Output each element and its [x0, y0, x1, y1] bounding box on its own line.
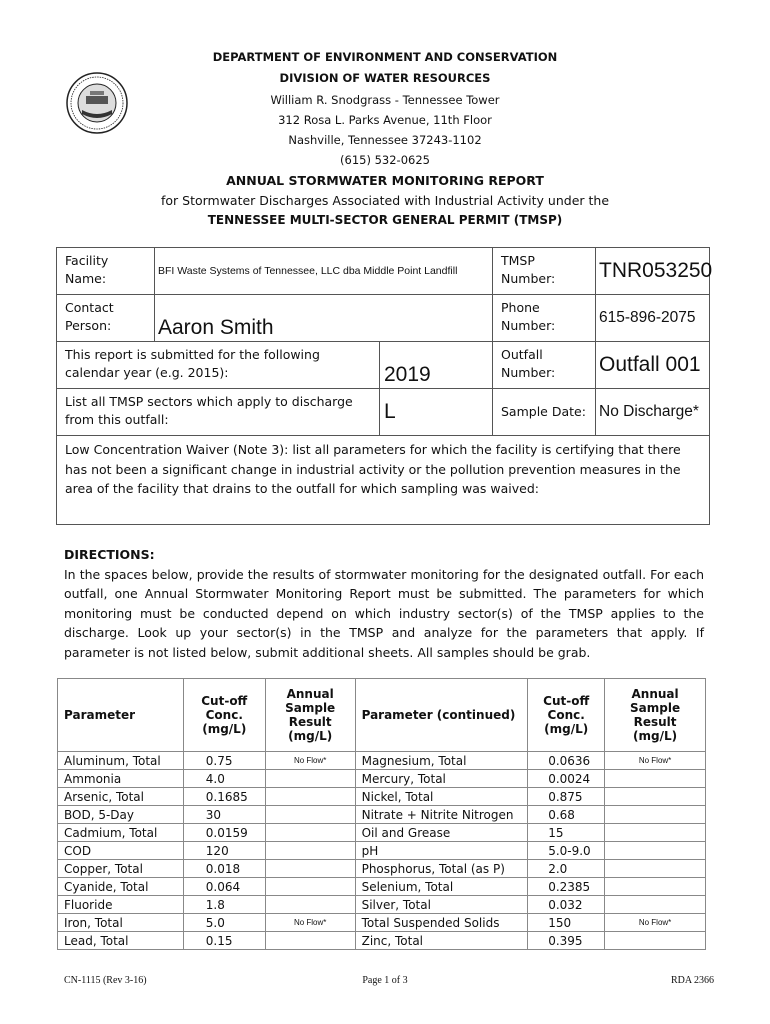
rda-number: RDA 2366 — [670, 975, 714, 986]
facility-name-label: Facility Name: — [56, 247, 155, 295]
table-row — [58, 878, 706, 896]
cell-param: Iron, Total — [58, 914, 184, 932]
cell-cutoff-cont: 150 — [528, 914, 605, 932]
phone-number-field[interactable] — [595, 294, 710, 342]
sample-date-field[interactable] — [595, 388, 710, 436]
col-header-parameter: Parameter — [58, 679, 184, 752]
table-row — [58, 896, 706, 914]
cell-param: Ammonia — [58, 770, 184, 788]
cell-param: Copper, Total — [58, 860, 184, 878]
address-line-3: Nashville, Tennessee 37243-1102 — [288, 133, 482, 147]
cell-cutoff: 0.75 — [183, 752, 265, 770]
col-header-cutoff-continued: Cut-off Conc. (mg/L) — [528, 679, 605, 752]
col-header-cutoff: Cut-off Conc. (mg/L) — [183, 679, 265, 752]
sample-date-label: Sample Date: — [492, 388, 596, 436]
waiver-text: Low Concentration Waiver (Note 3): list all parameters for which the facility is certifying that there has not been a significant change in industrial activity or the pollution prevention measures in the area of the facility that drains to the outfall for which sampling was waived: — [65, 442, 681, 496]
cell-param: Lead, Total — [58, 932, 184, 950]
directions-section — [64, 545, 704, 662]
cell-result-cont[interactable] — [605, 806, 706, 824]
calendar-year-field[interactable] — [379, 341, 493, 389]
contact-person-value: Aaron Smith — [158, 316, 274, 339]
department-heading: DEPARTMENT OF ENVIRONMENT AND CONSERVATION — [212, 50, 558, 64]
cell-param-cont: Nitrate + Nitrite Nitrogen — [355, 806, 528, 824]
cell-result-cont[interactable] — [605, 770, 706, 788]
cell-param-cont: Total Suspended Solids — [355, 914, 528, 932]
col-header-parameter-continued: Parameter (continued) — [355, 679, 528, 752]
cell-param: Cyanide, Total — [58, 878, 184, 896]
table-row — [58, 806, 706, 824]
tmsp-number-label: TMSP Number: — [492, 247, 596, 295]
cell-param-cont: Magnesium, Total — [355, 752, 528, 770]
sample-date-value: No Discharge* — [599, 403, 699, 420]
cell-result-cont[interactable] — [605, 842, 706, 860]
cell-cutoff: 5.0 — [183, 914, 265, 932]
cell-param: Cadmium, Total — [58, 824, 184, 842]
cell-cutoff-cont: 0.2385 — [528, 878, 605, 896]
table-row — [58, 914, 706, 932]
table-row — [58, 752, 706, 770]
col-header-result: Annual Sample Result (mg/L) — [265, 679, 355, 752]
cell-param: BOD, 5-Day — [58, 806, 184, 824]
facility-name-field[interactable] — [154, 247, 493, 295]
cell-result[interactable] — [265, 788, 355, 806]
cell-result-cont[interactable] — [605, 932, 706, 950]
address-line-2: 312 Rosa L. Parks Avenue, 11th Floor — [278, 113, 492, 127]
phone-number-value: 615-896-2075 — [599, 309, 696, 326]
cell-result[interactable]: No Flow* — [265, 752, 355, 770]
table-header-row — [58, 679, 706, 752]
phone-number-label: Phone Number: — [492, 294, 596, 342]
cell-param-cont: Oil and Grease — [355, 824, 528, 842]
monitoring-results-table — [57, 678, 706, 950]
low-concentration-waiver-field[interactable] — [56, 435, 710, 525]
permit-title: TENNESSEE MULTI-SECTOR GENERAL PERMIT (TMSP) — [207, 213, 563, 227]
cell-result-cont[interactable] — [605, 824, 706, 842]
form-number: CN-1115 (Rev 3-16) — [64, 975, 147, 986]
cell-cutoff-cont: 15 — [528, 824, 605, 842]
table-row — [58, 860, 706, 878]
tmsp-sectors-label: List all TMSP sectors which apply to discharge from this outfall: — [56, 388, 380, 436]
report-subtitle: for Stormwater Discharges Associated with Industrial Activity under the — [160, 193, 610, 208]
cell-result[interactable] — [265, 860, 355, 878]
cell-cutoff: 120 — [183, 842, 265, 860]
outfall-number-label: Outfall Number: — [492, 341, 596, 389]
tmsp-sectors-field[interactable] — [379, 388, 493, 436]
cell-result[interactable] — [265, 896, 355, 914]
cell-cutoff-cont: 0.68 — [528, 806, 605, 824]
outfall-number-value: Outfall 001 — [599, 353, 701, 376]
cell-param-cont: Selenium, Total — [355, 878, 528, 896]
cell-cutoff: 0.018 — [183, 860, 265, 878]
col-header-result-continued: Annual Sample Result (mg/L) — [605, 679, 706, 752]
cell-cutoff: 1.8 — [183, 896, 265, 914]
cell-cutoff-cont: 5.0-9.0 — [528, 842, 605, 860]
cell-result[interactable] — [265, 842, 355, 860]
cell-cutoff: 0.15 — [183, 932, 265, 950]
cell-result[interactable] — [265, 878, 355, 896]
cell-result-cont[interactable]: No Flow* — [605, 914, 706, 932]
outfall-number-field[interactable] — [595, 341, 710, 389]
cell-cutoff: 0.0159 — [183, 824, 265, 842]
cell-param-cont: Zinc, Total — [355, 932, 528, 950]
table-row — [58, 788, 706, 806]
table-row — [58, 824, 706, 842]
calendar-year-label: This report is submitted for the following calendar year (e.g. 2015): — [56, 341, 380, 389]
address-line-1: William R. Snodgrass - Tennessee Tower — [270, 93, 500, 107]
directions-heading: DIRECTIONS: — [64, 547, 155, 562]
cell-cutoff: 4.0 — [183, 770, 265, 788]
table-row — [58, 842, 706, 860]
cell-cutoff-cont: 0.032 — [528, 896, 605, 914]
table-body — [58, 752, 706, 950]
cell-param-cont: Nickel, Total — [355, 788, 528, 806]
cell-result[interactable] — [265, 932, 355, 950]
calendar-year-value: 2019 — [384, 363, 431, 386]
cell-cutoff: 0.1685 — [183, 788, 265, 806]
tmsp-sectors-value: L — [384, 400, 396, 423]
tmsp-number-field[interactable] — [595, 247, 713, 295]
cell-result[interactable] — [265, 824, 355, 842]
cell-param: COD — [58, 842, 184, 860]
tmsp-number-value: TNR053250 — [599, 259, 713, 282]
contact-person-field[interactable] — [154, 294, 493, 342]
cell-param: Arsenic, Total — [58, 788, 184, 806]
cell-cutoff-cont: 0.0024 — [528, 770, 605, 788]
cell-result-cont[interactable] — [605, 860, 706, 878]
division-heading: DIVISION OF WATER RESOURCES — [279, 71, 491, 85]
table-row — [58, 932, 706, 950]
cell-result-cont[interactable] — [605, 878, 706, 896]
cell-cutoff: 0.064 — [183, 878, 265, 896]
contact-person-label: Contact Person: — [56, 294, 155, 342]
page-number: Page 1 of 3 — [362, 975, 408, 986]
cell-cutoff: 30 — [183, 806, 265, 824]
cell-result[interactable] — [265, 806, 355, 824]
cell-result-cont[interactable] — [605, 788, 706, 806]
facility-name-value: BFI Waste Systems of Tennessee, LLC dba Middle Point Landfill — [158, 265, 458, 277]
table-row — [58, 770, 706, 788]
cell-param-cont: Mercury, Total — [355, 770, 528, 788]
cell-param: Aluminum, Total — [58, 752, 184, 770]
cell-param-cont: Silver, Total — [355, 896, 528, 914]
cell-result-cont[interactable] — [605, 896, 706, 914]
cell-result[interactable] — [265, 770, 355, 788]
directions-text: In the spaces below, provide the results of stormwater monitoring for the designated outfall. For each outfall, one Annual Stormwater Monitoring Report must be submitted. The parameters for which monitoring must be conducted depend on which industry sector(s) of the TMSP applies to the discharge. Look up your sector(s) in the TMSP and analyze for the parameters that apply. If parameter is not listed below, submit additional sheets. All samples should be grab. — [64, 566, 704, 660]
cell-cutoff-cont: 0.0636 — [528, 752, 605, 770]
cell-cutoff-cont: 0.875 — [528, 788, 605, 806]
phone-line: (615) 532-0625 — [340, 153, 430, 167]
cell-cutoff-cont: 2.0 — [528, 860, 605, 878]
cell-param: Fluoride — [58, 896, 184, 914]
cell-param-cont: Phosphorus, Total (as P) — [355, 860, 528, 878]
report-title: ANNUAL STORMWATER MONITORING REPORT — [226, 173, 544, 188]
cell-result[interactable]: No Flow* — [265, 914, 355, 932]
cell-cutoff-cont: 0.395 — [528, 932, 605, 950]
cell-param-cont: pH — [355, 842, 528, 860]
cell-result-cont[interactable]: No Flow* — [605, 752, 706, 770]
